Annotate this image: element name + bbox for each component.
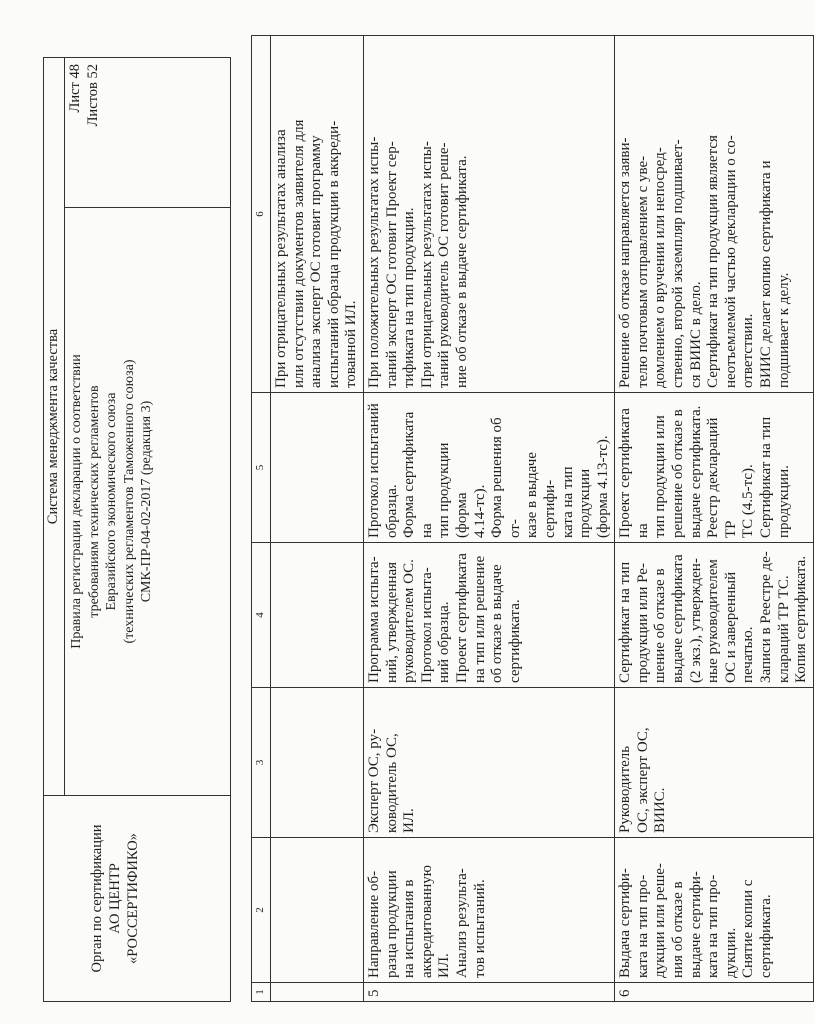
text-line: выдаче сертифи- — [687, 871, 704, 978]
text-line: Анализ результа- — [453, 868, 470, 978]
text-line: Руководитель — [617, 745, 634, 833]
column-numbers-row — [252, 36, 271, 1002]
text-line: шение об отказе в — [652, 568, 669, 683]
text-line: ответствии. — [740, 313, 757, 388]
text-line: Решение об отказе направляется заяви- — [617, 137, 634, 388]
text-line: выдаче сертификата. — [687, 405, 704, 538]
text-line: неотъемлемой частью декларации о со- — [722, 135, 739, 388]
text-line: Направление об- — [365, 870, 382, 978]
text-line: решение об отказе в — [670, 409, 687, 538]
table-row — [615, 36, 814, 1002]
text-line: тованной ИЛ. — [343, 300, 360, 388]
text-line: ся ВИИС в дело. — [687, 281, 704, 388]
text-line: сертификата. — [506, 599, 523, 683]
description-cell — [363, 36, 614, 393]
text-line: АО ЦЕНТР — [107, 863, 123, 934]
procedure-table — [251, 35, 814, 1002]
text-line: ний образца. — [436, 601, 453, 683]
text-line: (технических регламентов Таможенного союза) — [121, 359, 137, 644]
input-cell — [615, 543, 814, 688]
description-cell — [615, 36, 814, 393]
text-line: Выдача сертифи- — [617, 868, 634, 978]
text-line: печатью. — [740, 626, 757, 683]
step-cell — [615, 838, 814, 983]
text-line: на тип или решение — [471, 555, 488, 683]
text-line: продукции или Ре- — [634, 563, 651, 683]
text-line: разца продукции — [383, 870, 400, 978]
text-line: При отрицательных результатах испы- — [418, 141, 435, 388]
text-line: дукции или реше- — [652, 863, 669, 978]
text-line: ния об отказе в — [670, 881, 687, 978]
text-line: аккредитованную — [418, 864, 435, 978]
text-line: При положительных результатах испы- — [365, 136, 382, 388]
text-line: (2 экз.), утвержден- — [687, 558, 704, 683]
organization-cell — [44, 796, 231, 1002]
text-line: выдаче сертификата — [670, 554, 687, 683]
output-cell — [615, 393, 814, 543]
text-line: сертификата. — [758, 894, 775, 978]
text-line: подшивает к делу. — [775, 272, 792, 388]
text-line: ОС и заверенный — [722, 571, 739, 683]
input-cell — [363, 543, 614, 688]
text-line: образца. — [383, 484, 400, 538]
organization-name — [88, 796, 142, 1001]
text-line: Проект сертификата — [453, 553, 470, 683]
output-cell — [363, 393, 614, 543]
text-line: дукции. — [722, 927, 739, 978]
text-line: При отрицательных результатах анализа — [273, 129, 289, 388]
rules-title — [68, 214, 156, 789]
input-cell — [271, 543, 364, 688]
column-number: 1 — [252, 983, 271, 1002]
text-line: Правила регистрации декларации о соответствии — [69, 354, 84, 649]
performer-cell — [615, 688, 814, 838]
text-line: ИЛ. — [401, 808, 418, 833]
column-number: 2 — [252, 838, 271, 983]
row-number: 6 — [615, 983, 814, 1002]
performer-cell — [271, 688, 364, 838]
text-line: Записи в Реестре де- — [758, 551, 775, 683]
table-row — [271, 36, 364, 1002]
text-line: (форма 4.13-тс). — [594, 435, 611, 538]
text-line: требованиям технических регламентов — [86, 385, 102, 618]
text-line: таний руководитель ОС готовит реше- — [436, 142, 453, 388]
text-line: Сертификат на тип — [758, 416, 775, 538]
text-line: ные руководителем — [705, 559, 722, 683]
text-line: ОС, эксперт ОС, — [634, 727, 651, 833]
text-line: ИЛ. — [436, 953, 453, 978]
text-line: Снятие копии с — [740, 879, 757, 978]
document-header — [43, 57, 231, 1002]
text-line: таний эксперт ОС готовит Проект сер- — [383, 141, 400, 388]
column-number: 6 — [252, 36, 271, 393]
text-line: Протокол испытаний — [365, 403, 382, 538]
text-line: Евразийского экономического союза — [104, 392, 119, 611]
text-line: или отсутствии документов заявителя для — [290, 119, 307, 388]
text-line: 4.14-тс). — [471, 484, 488, 538]
text-line: телю почтовым отправлением с уве- — [634, 155, 651, 388]
text-line: клараций ТР ТС. — [775, 575, 792, 683]
text-line: ственно, второй экземпляр подшивает- — [670, 139, 687, 388]
text-line: об отказе в выдаче — [489, 564, 506, 683]
text-line: Сертификат на тип — [617, 561, 634, 683]
text-line: ководитель ОС, — [383, 733, 400, 833]
column-number: 4 — [252, 543, 271, 688]
text-line: тип продукции (форма — [436, 442, 470, 538]
rotated-page — [43, 36, 810, 1002]
description-cell — [271, 36, 364, 393]
text-line: руководителем ОС. — [401, 559, 418, 683]
text-line: домлением о вручении или непосред- — [652, 147, 669, 388]
text-line: анализа эксперт ОС готовит программу — [308, 135, 325, 388]
text-line: Форма сертификата на — [401, 411, 435, 538]
text-line: ката на тип про- — [634, 874, 651, 978]
sheet-info — [65, 58, 231, 208]
text-line: СМК-ПР-04-02-2017 (редакция 3) — [139, 400, 154, 603]
text-line: тип продукции или — [652, 415, 669, 538]
text-line: Сертификат на тип продукции является — [705, 135, 722, 388]
column-number: 3 — [252, 688, 271, 838]
column-number: 5 — [252, 393, 271, 543]
step-cell — [363, 838, 614, 983]
text-line: Реестр деклараций ТР — [705, 417, 739, 538]
performer-cell — [363, 688, 614, 838]
text-line: продукции. — [775, 465, 792, 538]
text-line: Орган по сертификации — [89, 824, 105, 973]
step-cell — [271, 838, 364, 983]
text-line: ВИИС. — [652, 787, 669, 833]
text-line: ВИИС делает копию сертификата и — [758, 160, 775, 388]
text-line: испытаний образца продукции в аккреди- — [325, 120, 342, 388]
row-number: 5 — [363, 983, 614, 1002]
text-line: на испытания в — [401, 879, 418, 978]
text-line: ката на тип про- — [705, 874, 722, 978]
rules-title-cell — [65, 208, 231, 796]
sheets-total: Листов 52 — [85, 64, 101, 127]
sheet-number: Лист 48 — [67, 64, 83, 113]
text-line: Программа испыта- — [365, 556, 382, 683]
text-line: тов испытаний. — [471, 879, 488, 978]
text-line: Форма решения об от- — [489, 417, 523, 538]
text-line: «РОССЕРТИФИКО» — [125, 833, 141, 964]
text-line: Проект сертификата на — [617, 408, 651, 538]
table-row — [363, 36, 614, 1002]
row-number — [271, 983, 364, 1002]
text-line: ката на тип продукции — [559, 466, 594, 538]
text-line: ний, утвержденная — [383, 561, 400, 683]
text-line: Копия сертификата. — [793, 555, 810, 683]
text-line: ние об отказе в выдаче сертификата. — [453, 155, 470, 388]
text-line: тификата на тип продукции. — [401, 207, 418, 388]
output-cell — [271, 393, 364, 543]
system-title: Система менеджмента качества — [44, 58, 65, 796]
text-line: Эксперт ОС, ру- — [365, 728, 382, 833]
text-line: ТС (4.5-тс). — [740, 464, 757, 538]
text-line: казе в выдаче сертифи- — [524, 452, 558, 538]
text-line: Протокол испыта- — [418, 567, 435, 683]
